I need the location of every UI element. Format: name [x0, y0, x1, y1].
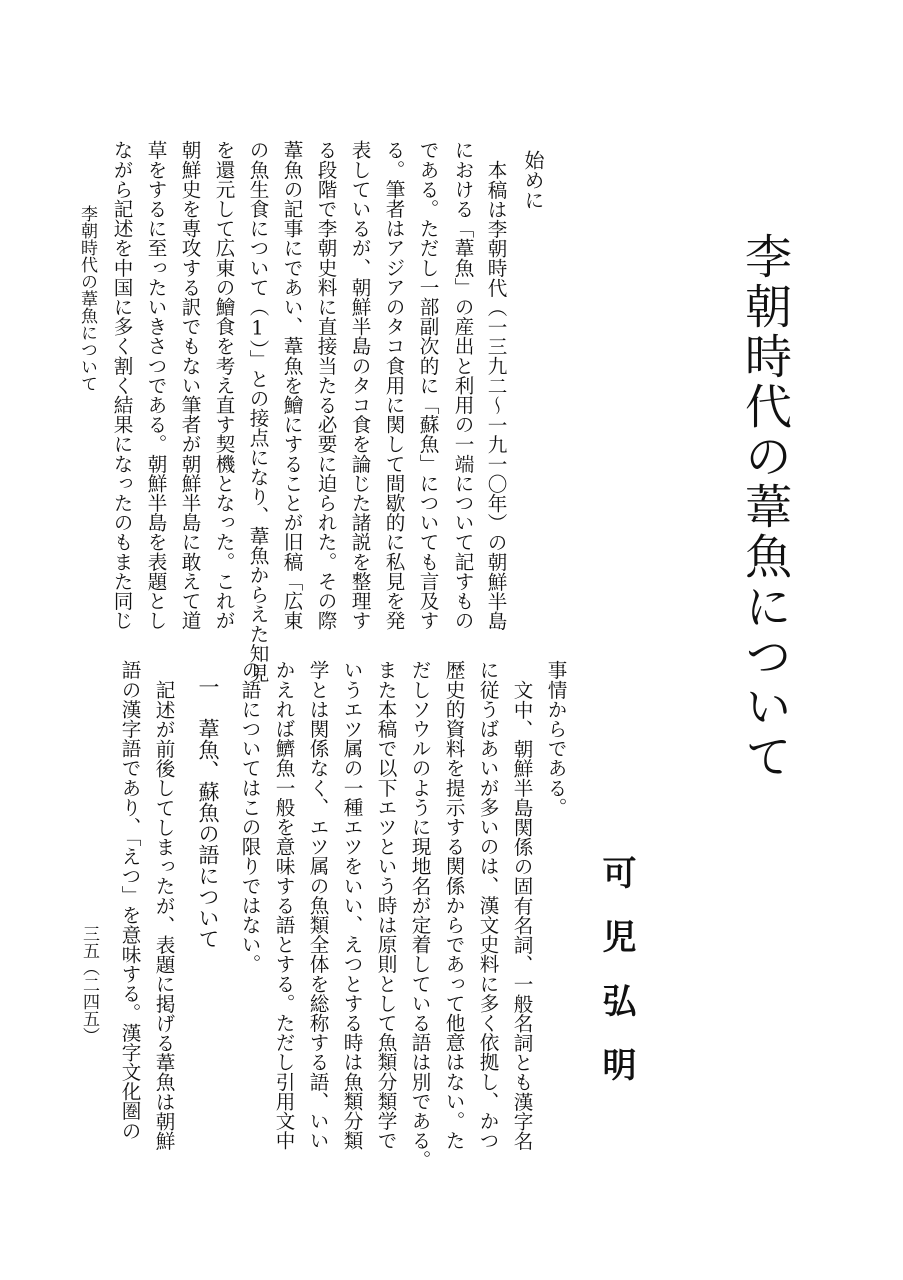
section1-line: 語の漢字語であり、「えつ」を意味する。漢字文化圏の: [118, 660, 141, 1141]
notes-line: いうエツ属の一種エツをいい、えつとする時は魚類分類: [340, 660, 363, 1150]
running-head: 李朝時代の葦魚について: [77, 205, 97, 392]
notes-line: に従うばあいが多いのは、漢文史料に多く依拠し、かつ: [476, 660, 499, 1150]
author-name: 可児弘明: [596, 855, 636, 1111]
section-heading-intro: 始めに: [521, 150, 545, 210]
section-heading-1: 一 葦魚、蘇魚の語について: [196, 676, 220, 949]
intro-line: 草をするに至ったいきさつである。朝鮮半島を表題とし: [144, 140, 167, 630]
notes-line: 事情からである。: [544, 660, 567, 817]
intro-line: ながら記述を中国に多く割く結果になったのもまた同じ: [110, 140, 133, 630]
intro-line: 本稿は李朝時代（一三九二～一九一〇年）の朝鮮半島: [484, 160, 507, 631]
notes-line: の語についてはこの限りではない。: [238, 660, 261, 974]
intro-line: る。筆者はアジアのタコ食用に関して間歇的に私見を発: [382, 140, 405, 630]
intro-line: における「葦魚」の産出と利用の一端について記すもの: [451, 140, 474, 630]
intro-line: る段階で李朝史料に直接当たる必要に迫られた。その際: [314, 140, 337, 630]
notes-line: かえれば鱭魚一般を意味する語とする。ただし引用文中: [272, 660, 295, 1150]
notes-line: また本稿で以下エツという時は原則として魚類分類学で: [374, 660, 397, 1150]
intro-line: 葦魚の記事にであい、葦魚を鱠にすることが旧稿「広東: [280, 140, 303, 630]
notes-line: 歴史的資料を提示する関係からであって他意はない。た: [442, 660, 465, 1150]
page-number: 三五（二四五）: [79, 925, 99, 1044]
notes-line: 学とは関係なく、エツ属の魚類全体を総称する語、いい: [306, 660, 329, 1150]
intro-line: の魚生食について（1）」との接点になり、葦魚からえた知見: [246, 140, 269, 683]
intro-line: を還元して広東の鱠食を考え直す契機となった。これが: [212, 140, 235, 630]
article-title: 李朝時代の葦魚について: [737, 232, 792, 782]
notes-line: だしソウルのように現地名が定着している語は別である。: [408, 660, 431, 1170]
notes-line: 文中、朝鮮半島関係の固有名詞、一般名詞とも漢字名: [510, 680, 533, 1151]
intro-line: 表しているが、朝鮮半島のタコ食を論じた諸説を整理す: [348, 140, 371, 630]
intro-line: である。ただし一部副次的に「蘇魚」についても言及す: [416, 140, 439, 630]
section1-line: 記述が前後してしまったが、表題に掲げる葦魚は朝鮮: [152, 680, 175, 1151]
intro-line: 朝鮮史を専攻する訳でもない筆者が朝鮮半島に敢えて道: [178, 140, 201, 630]
